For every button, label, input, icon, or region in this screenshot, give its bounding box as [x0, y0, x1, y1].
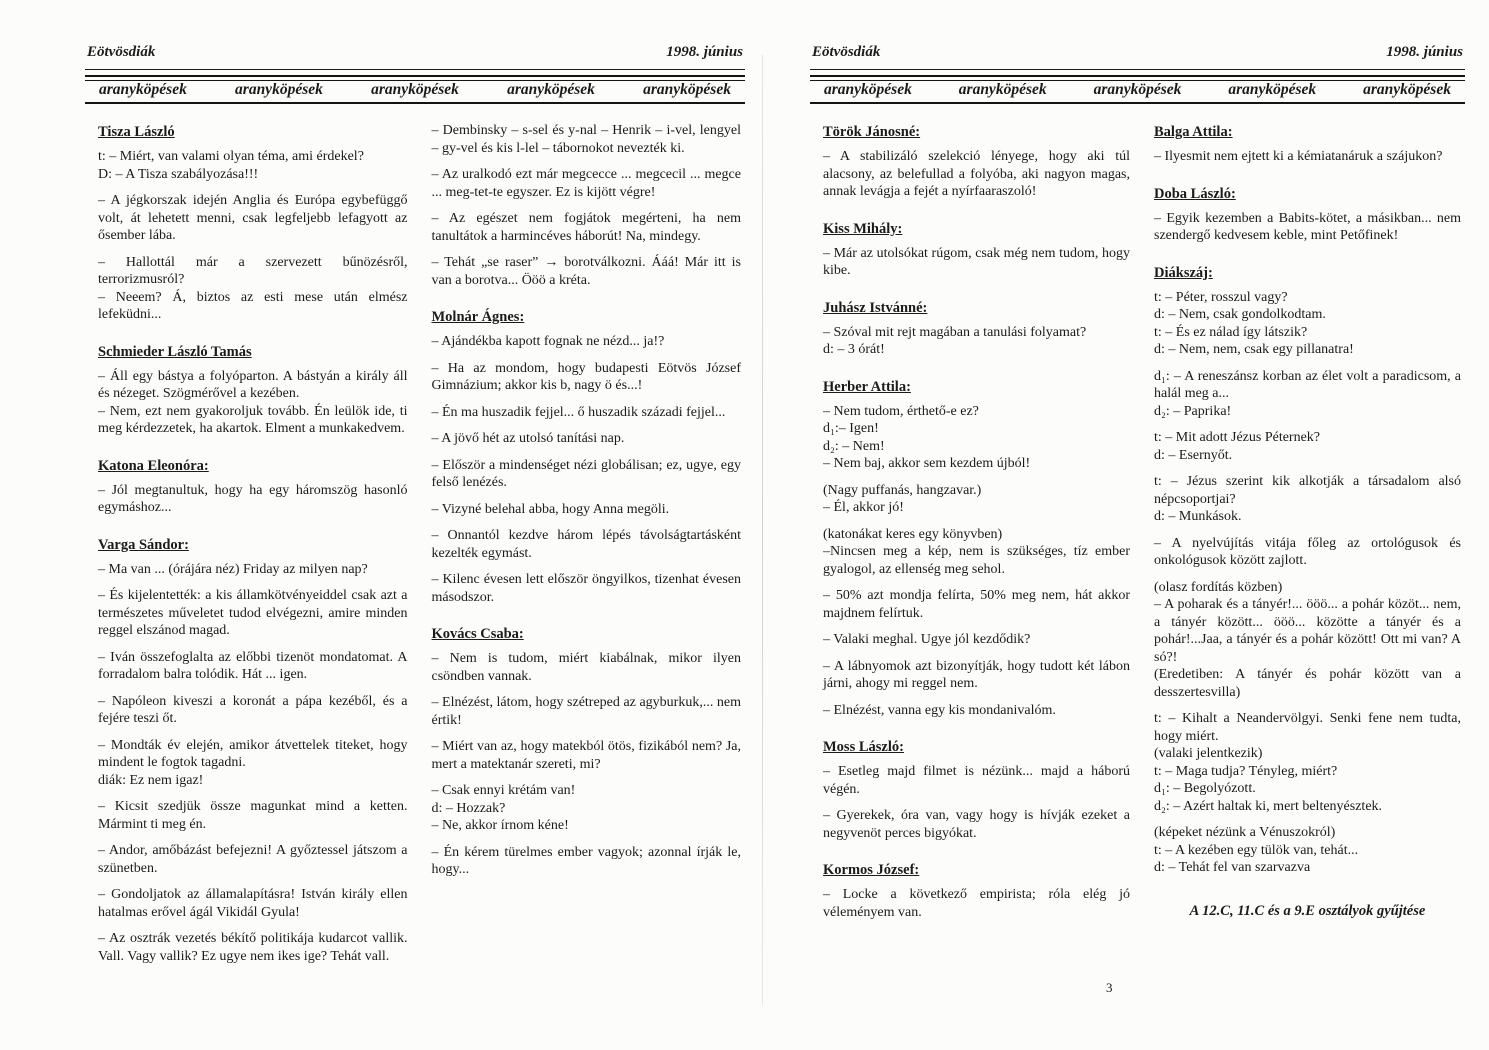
quote-line: –Nincsen meg a kép, nem is szükséges, tíz ember gyalogol, az ellenség meg sehol.: [823, 544, 1130, 577]
page-columns: [810, 122, 1465, 930]
quote-section: [432, 122, 742, 289]
banner-label: aranyköpések: [1363, 81, 1451, 98]
quote-block: [823, 403, 1130, 473]
quote-line: – És kijelentették: a kis államkötvényeiddel csak azt a természetes műveletet tudod elvégezni, amire minden reggel elszánod magad.: [98, 588, 408, 638]
quote-block: [432, 694, 742, 729]
quote-line: – Nem baj, akkor sem kezdem újból!: [823, 456, 1031, 471]
banner-label: aranyköpések: [1093, 81, 1182, 98]
quote-line: – Nem, ezt nem gyakoroljuk tovább. Én leülök ide, ti meg kérdezzetek, ha akartok. Elment a munkakedvem.: [98, 403, 408, 436]
quote-line: – A poharak és a tányér!... ööö... a pohár közöt... nem, a tányér között... ööö... közötte a tányér és a pohár!...Jaa, a tányér és a pohár között! Ott mi van? A só?!: [1154, 597, 1461, 665]
speaker-heading: Varga Sándor:: [98, 536, 189, 553]
quote-line: – Gyerekek, óra van, vagy hogy is hívják ezeket a negyvenöt perces bigyókat.: [823, 808, 1130, 841]
quote-block: [98, 886, 408, 921]
quote-block: [1154, 579, 1461, 702]
quote-section: [1154, 123, 1461, 166]
quote-section: [98, 343, 408, 438]
quote-line: t: – Péter, rosszul vagy?: [1154, 289, 1288, 305]
quote-block: [823, 631, 1130, 649]
quote-line: (Nagy puffanás, hangzavar.): [823, 482, 982, 498]
speaker-heading: Tisza László: [98, 124, 175, 140]
quote-block: [98, 798, 408, 833]
quote-line: – Dembinsky – s-sel és y-nal – Henrik – i-vel, lengyel – gy-vel és kis l-lel – tábornokot nevezték ki.: [431, 123, 741, 156]
quote-line: (valaki jelentkezik): [1154, 746, 1263, 761]
quote-line: d: – Nem, nem, csak egy pillanatra!: [1154, 342, 1354, 357]
quote-block: [432, 360, 742, 395]
quote-line: – A stabilizáló szelekció lényege, hogy aki túl alacsony, az belefullad a folyóba, aki nagyon magas, annak levágja a fejét a nyírfaaraszoló!: [823, 149, 1130, 199]
quote-line: – Nem is tudom, miért kiabálnak, mikor ilyen csöndben vannak.: [431, 651, 741, 684]
quote-section: [98, 123, 408, 324]
quote-line: d: – 3 órát!: [823, 342, 885, 357]
quote-line: – Iván összefoglalta az előbbi tizenöt mondatomat. A forradalom balra tolódik. Hát ... igen.: [98, 649, 408, 682]
quote-line: – Elnézést, látom, hogy szétreped az agyburkuk,... nem értik!: [431, 695, 741, 728]
quote-block: [823, 886, 1130, 921]
speaker-heading: Herber Attila:: [823, 378, 911, 395]
quote-line: – Már az utolsókat rúgom, csak még nem tudom, hogy kibe.: [823, 245, 1130, 278]
quote-line: (katonákat keres egy könyvben): [823, 526, 1003, 542]
quote-line: d₂: – Paprika!: [1154, 403, 1232, 419]
quote-block: [823, 482, 1130, 517]
quote-block: [823, 324, 1130, 359]
banner-label: aranyköpések: [1228, 81, 1317, 98]
quote-line: – A jégkorszak idején Anglia és Európa egybefüggő volt, át lehetett menni, csak legfeljebb lefagyott az ősember lába.: [98, 193, 408, 243]
quote-line: – 50% azt mondja felírta, 50% meg nem, hát akkor majdnem felírtuk.: [823, 588, 1130, 621]
quote-line: – Ma van ... (órájára néz) Friday az milyen nap?: [98, 561, 368, 577]
quote-line: d₁:– Igen!: [823, 421, 879, 436]
quote-section: [1154, 185, 1461, 245]
quote-line: – Gondoljatok az államalapításra! István király ellen hatalmas erővel ágál Vikidál Gyula!: [98, 887, 408, 920]
speaker-heading: Török Jánosné:: [823, 124, 921, 140]
quote-line: d: – Munkások.: [1154, 509, 1242, 524]
banner-label: aranyköpések: [235, 81, 323, 98]
quote-line: – Én kérem türelmes ember vagyok; azonnal írják le, hogy...: [431, 844, 741, 877]
quote-line: t: – És ez nálad így látszik?: [1154, 324, 1308, 340]
quote-line: – Áll egy bástya a folyóparton. A bástyán a király áll és nézeget. Szögmérővel a kezében.: [98, 368, 408, 401]
quote-line: t: – Kihalt a Neandervölgyi. Senki fene nem tudta, hogy miért.: [1154, 711, 1461, 744]
quote-line: – Az osztrák vezetés békítő politikája kudarcot vallik. Vall. Vagy vallik? Ez ugye nem ikes ige? Tehát vall.: [98, 931, 408, 964]
quote-line: – Először a mindenséget nézi globálisan; ez, ugye, egy felső lenézés.: [431, 457, 741, 490]
quote-line: – Tehát „se raser” → borotválkozni. Ááá! Már itt is van a borotva... Ööö a kréta.: [431, 255, 741, 288]
banner-label: aranyköpések: [99, 81, 187, 98]
quote-line: – A nyelvújítás vitája főleg az ortológusok és onkológusok között zajlott.: [1154, 535, 1461, 568]
quote-line: diák: Ez nem igaz!: [98, 772, 204, 788]
quote-block: [98, 587, 408, 640]
speaker-heading: Kormos József:: [823, 862, 920, 878]
quote-line: – Nem tudom, érthető-e ez?: [823, 403, 979, 419]
speaker-heading: Kiss Mihály:: [823, 220, 903, 237]
quote-line: – Vizyné belehal abba, hogy Anna megöli.: [431, 501, 670, 517]
quote-line: – A jövő hét az utolsó tanítási nap.: [431, 431, 625, 446]
quote-line: – Él, akkor jó!: [823, 500, 904, 515]
quote-line: – Onnantól kezdve három lépés távolságtartásként kezelték egymást.: [431, 528, 741, 561]
quote-block: [432, 210, 742, 245]
quote-block: [823, 587, 1130, 622]
quote-line: – Mondták év elején, amikor átvettelek titeket, hogy mindent le fogtok tagadni.: [98, 737, 408, 770]
speaker-heading: Doba László:: [1154, 185, 1236, 202]
quote-line: (képeket nézünk a Vénuszokról): [1154, 825, 1336, 840]
quote-line: d₁: – Begolyózott.: [1154, 781, 1256, 796]
quote-line: d₂: – Nem!: [823, 438, 885, 454]
quote-line: D: – A Tisza szabályozása!!!: [98, 166, 259, 182]
running-head: [810, 40, 1465, 70]
banner-label: aranyköpések: [824, 81, 912, 98]
speaker-heading: Diákszáj:: [1154, 264, 1213, 281]
quote-line: – A lábnyomok azt bizonyítják, hogy tudott két lábon járni, ahogy mi reggel nem.: [823, 658, 1130, 691]
quote-section: [823, 220, 1130, 280]
quote-block: [432, 122, 742, 157]
quote-section: [432, 308, 742, 606]
quote-block: [1154, 289, 1461, 359]
speaker-heading: Katona Eleonóra:: [98, 457, 209, 474]
quote-section: [823, 378, 1130, 720]
quote-block: [98, 693, 408, 728]
text-column: [1154, 122, 1461, 930]
running-head: [85, 40, 745, 70]
quote-block: [1154, 148, 1461, 166]
quote-block: [432, 501, 742, 519]
page-columns: [85, 122, 745, 974]
quote-line: t: – Mit adott Jézus Péternek?: [1154, 430, 1321, 445]
quote-block: [432, 844, 742, 879]
collection-credit: A 12.C, 11.C és a 9.E osztályok gyűjtése: [1189, 902, 1426, 919]
quote-block: [1154, 535, 1461, 570]
quote-line: t: – A kezében egy tülök van, tehát...: [1154, 842, 1359, 858]
quote-line: t: – Miért, van valami olyan téma, ami érdekel?: [98, 149, 364, 164]
page-fold-divider: [762, 55, 763, 1005]
banner-label: aranyköpések: [507, 81, 595, 98]
quote-block: [98, 192, 408, 245]
quote-line: (olasz fordítás közben): [1154, 579, 1283, 595]
quote-line: – Miért van az, hogy matekból ötös, fizikából nem? Ja, mert a matektanár szereti, mi?: [431, 739, 741, 772]
quote-block: [1154, 710, 1461, 815]
quote-line: – Jól megtanultuk, hogy ha egy háromszög hasonló egymáshoz...: [98, 482, 408, 515]
quote-line: (Eredetiben: A tányér és pohár között van a desszertesvilla): [1154, 667, 1461, 700]
quote-line: d: – Tehát fel van szarvazva: [1154, 860, 1311, 875]
quote-block: [1154, 210, 1461, 245]
section-banner: [85, 75, 745, 104]
speaker-heading: Juhász Istvánné:: [823, 299, 928, 316]
quote-line: – Az uralkodó ezt már megcecce ... megcecil ... megce ... meg-tet-te egyszer. Ez is kijött végre!: [431, 167, 741, 200]
quote-section: [823, 861, 1130, 921]
issue-date: 1998. június: [1386, 44, 1463, 60]
quote-line: – Napóleon kiveszi a koronát a pápa kezéből, és a fejére teszi őt.: [98, 693, 408, 726]
text-column: [823, 122, 1130, 930]
quote-line: t: – Maga tudja? Tényleg, miért?: [1154, 763, 1338, 779]
quote-block: [98, 930, 408, 965]
quote-block: [432, 738, 742, 773]
quote-block: [98, 842, 408, 877]
quote-section: [98, 536, 408, 966]
quote-block: [98, 148, 408, 183]
quote-line: – Elnézést, vanna egy kis mondanivalóm.: [823, 702, 1056, 718]
journal-title: Eötvösdiák: [87, 44, 156, 60]
quote-line: – Ne, akkor írnom kéne!: [431, 818, 569, 833]
speaker-heading: Molnár Ágnes:: [431, 309, 525, 325]
quote-block: [432, 254, 742, 289]
page-number: 3: [1106, 980, 1113, 995]
text-column: [98, 122, 408, 974]
speaker-heading: Kovács Csaba:: [431, 626, 524, 642]
quote-line: d: – Esernyőt.: [1154, 447, 1233, 463]
quote-line: – Esetleg majd filmet is nézünk... majd a háború végén.: [823, 764, 1130, 797]
issue-date: 1998. június: [666, 44, 743, 60]
quote-block: [432, 430, 742, 448]
quote-line: – Egyik kezemben a Babits-kötet, a másikban... nem szendergő kedvesem keble, mint Petőfinek!: [1154, 210, 1461, 243]
quote-block: [823, 245, 1130, 280]
quote-line: d: – Hozzak?: [431, 800, 506, 816]
quote-block: [823, 658, 1130, 693]
quote-line: d: – Nem, csak gondolkodtam.: [1154, 307, 1326, 322]
quote-block: [98, 368, 408, 438]
quote-block: [432, 457, 742, 492]
quote-block: [1154, 368, 1461, 421]
quote-block: [432, 333, 742, 351]
quote-section: [823, 299, 1130, 359]
quote-line: – Az egészet nem fogjátok megérteni, ha nem tanultátok a harmincéves háborút! Na, mindegy.: [431, 211, 741, 244]
page-left: [85, 40, 745, 1025]
quote-line: d₂: – Azért haltak ki, mert beltenyésztek.: [1154, 798, 1383, 814]
quote-line: – Ha az mondom, hogy budapesti Eötvös József Gimnázium; akkor kis b, nagy ö és...!: [431, 360, 741, 393]
quote-block: [432, 166, 742, 201]
quote-block: [98, 649, 408, 684]
quote-section: [1154, 264, 1461, 877]
quote-block: [1154, 473, 1461, 526]
text-column: [432, 122, 742, 974]
quote-block: [98, 561, 408, 579]
banner-label: aranyköpések: [958, 81, 1047, 98]
speaker-heading: Moss László:: [823, 739, 904, 755]
quote-line: – Csak ennyi krétám van!: [431, 783, 576, 798]
quote-line: – Andor, amőbázást befejezni! A győztessel játszom a szünetben.: [98, 843, 408, 876]
quote-line: – Valaki meghal. Ugye jól kezdődik?: [823, 632, 1031, 647]
quote-line: – Ajándékba kapott fognak ne nézd... ja!?: [431, 334, 665, 349]
journal-title: Eötvösdiák: [812, 44, 881, 60]
quote-block: [432, 650, 742, 685]
banner-label: aranyköpések: [643, 81, 731, 98]
quote-block: [1154, 824, 1461, 877]
quote-section: [432, 625, 742, 879]
quote-line: t: – Jézus szerint kik alkotják a társadalom alsó népcsoportjai?: [1154, 474, 1461, 507]
quote-block: [823, 148, 1130, 201]
quote-section: [823, 123, 1130, 201]
quote-section: [98, 457, 408, 517]
quote-line: – Kilenc évesen lett először öngyilkos, tizenhat évesen másodszor.: [431, 572, 741, 605]
quote-block: [98, 482, 408, 517]
quote-line: – Hallottál már a szervezett bűnözésről, terrorizmusról?: [98, 254, 408, 287]
quote-block: [823, 807, 1130, 842]
quote-block: [432, 782, 742, 835]
quote-block: [432, 527, 742, 562]
section-banner: [810, 75, 1465, 104]
quote-section: [823, 738, 1130, 842]
quote-block: [432, 571, 742, 606]
quote-block: [1154, 429, 1461, 464]
speaker-heading: Schmieder László Tamás: [98, 343, 252, 360]
quote-line: – Locke a következő empirista; róla elég jó véleményem van.: [823, 887, 1130, 920]
quote-line: d₁: – A reneszánsz korban az élet volt a paradicsom, a halál meg a...: [1154, 368, 1461, 401]
page-right: [810, 40, 1465, 1025]
quote-line: – Én ma huszadik fejjel... ő huszadik századi fejjel...: [431, 404, 726, 420]
banner-label: aranyköpések: [371, 81, 459, 98]
quote-line: – Szóval mit rejt magában a tanulási folyamat?: [823, 324, 1087, 340]
quote-line: – Ilyesmit nem ejtett ki a kémiatanáruk a szájukon?: [1154, 149, 1443, 164]
quote-line: – Kicsit szedjük össze magunkat mind a ketten. Mármint ti meg én.: [98, 799, 408, 832]
quote-block: [823, 702, 1130, 720]
speaker-heading: Balga Attila:: [1154, 124, 1233, 140]
quote-block: [432, 404, 742, 422]
quote-block: [823, 526, 1130, 579]
quote-line: – Neeem? Á, biztos az esti mese után elmész lefeküdni...: [98, 289, 408, 322]
quote-block: [98, 254, 408, 324]
quote-block: [823, 763, 1130, 798]
quote-block: [98, 737, 408, 790]
